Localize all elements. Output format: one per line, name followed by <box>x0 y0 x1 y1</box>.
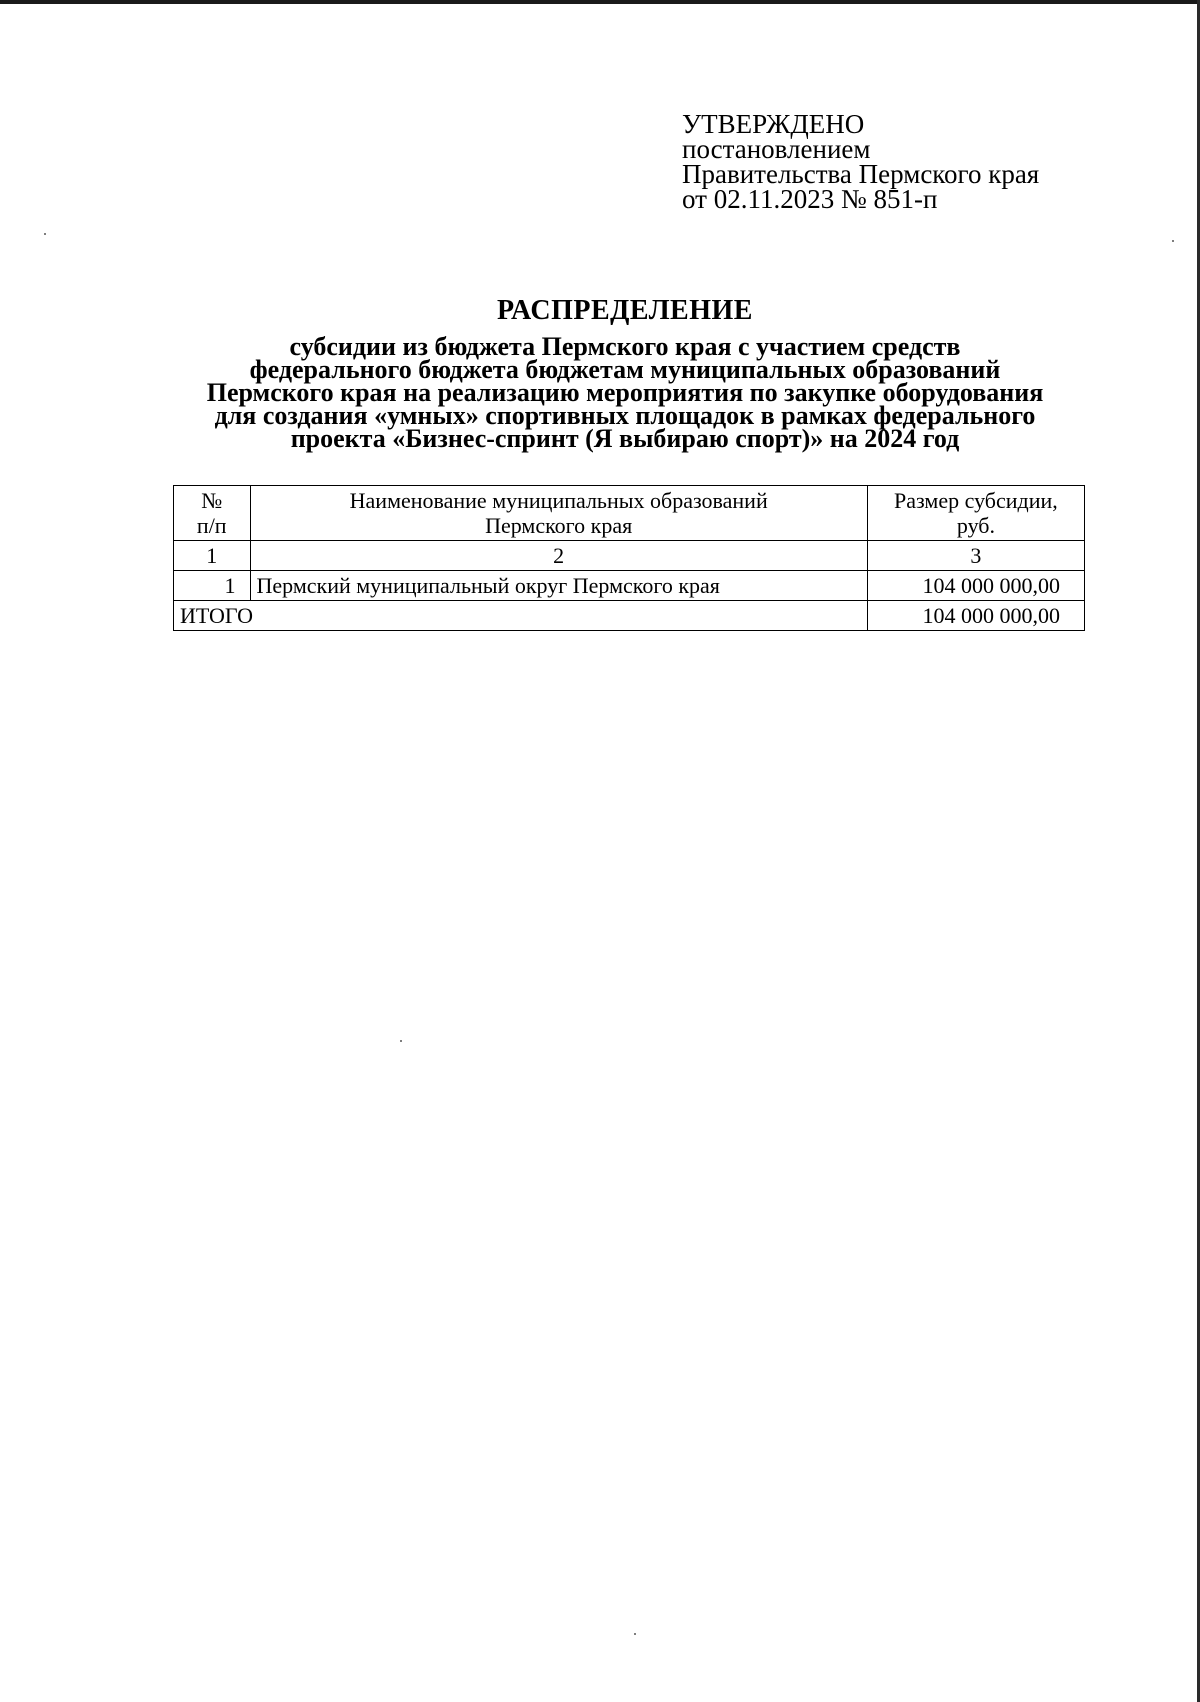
subtitle-line-5: проекта «Бизнес-спринт (Я выбираю спорт)» на 2024 год <box>290 424 960 453</box>
header-municipality-line-2: Пермского края <box>485 513 633 538</box>
subtitle-line-3: Пермского края на реализацию мероприятия по закупке оборудования <box>206 378 1044 407</box>
header-number <box>174 486 251 541</box>
column-number-3: 3 <box>867 541 1084 571</box>
approval-line-1: УТВЕРЖДЕНО <box>682 109 865 139</box>
column-numbers-row <box>174 541 1085 571</box>
approval-line-3: Правительства Пермского края <box>682 159 1040 189</box>
column-number-2: 2 <box>250 541 867 571</box>
scan-speck <box>1172 240 1174 242</box>
header-number-line-2: п/п <box>196 513 227 538</box>
scan-speck <box>400 1040 402 1042</box>
row-amount: 104 000 000,00 <box>867 571 1084 601</box>
approval-stamp <box>682 109 1040 214</box>
header-municipality-line-1: Наименование муниципальных образований <box>349 488 768 513</box>
total-row <box>174 601 1085 631</box>
scan-speck <box>634 1633 636 1635</box>
scan-speck <box>44 233 46 235</box>
header-municipality <box>250 486 867 541</box>
approval-line-2: постановлением <box>682 134 871 164</box>
header-number-line-1: № <box>201 488 223 513</box>
document-subtitle <box>160 332 1090 453</box>
approval-line-4: от 02.11.2023 № 851-п <box>682 184 938 214</box>
document-title: РАСПРЕДЕЛЕНИЕ <box>497 295 753 326</box>
table-row <box>174 571 1085 601</box>
subtitle-line-4: для создания «умных» спортивных площадок в рамках федерального <box>214 401 1036 430</box>
subtitle-line-1: субсидии из бюджета Пермского края с участием средств <box>289 332 961 361</box>
header-subsidy-line-2: руб. <box>956 513 995 538</box>
row-number: 1 <box>174 571 251 601</box>
total-label: ИТОГО <box>174 601 868 631</box>
column-number-1: 1 <box>174 541 251 571</box>
total-amount: 104 000 000,00 <box>867 601 1084 631</box>
row-municipality: Пермский муниципальный округ Пермского края <box>250 571 867 601</box>
header-subsidy-amount <box>867 486 1084 541</box>
table-header-row <box>174 486 1085 541</box>
distribution-table <box>173 485 1085 631</box>
header-subsidy-line-1: Размер субсидии, <box>894 488 1058 513</box>
subtitle-line-2: федерального бюджета бюджетам муниципальных образований <box>249 355 1001 384</box>
scan-edge-top <box>0 0 1200 4</box>
